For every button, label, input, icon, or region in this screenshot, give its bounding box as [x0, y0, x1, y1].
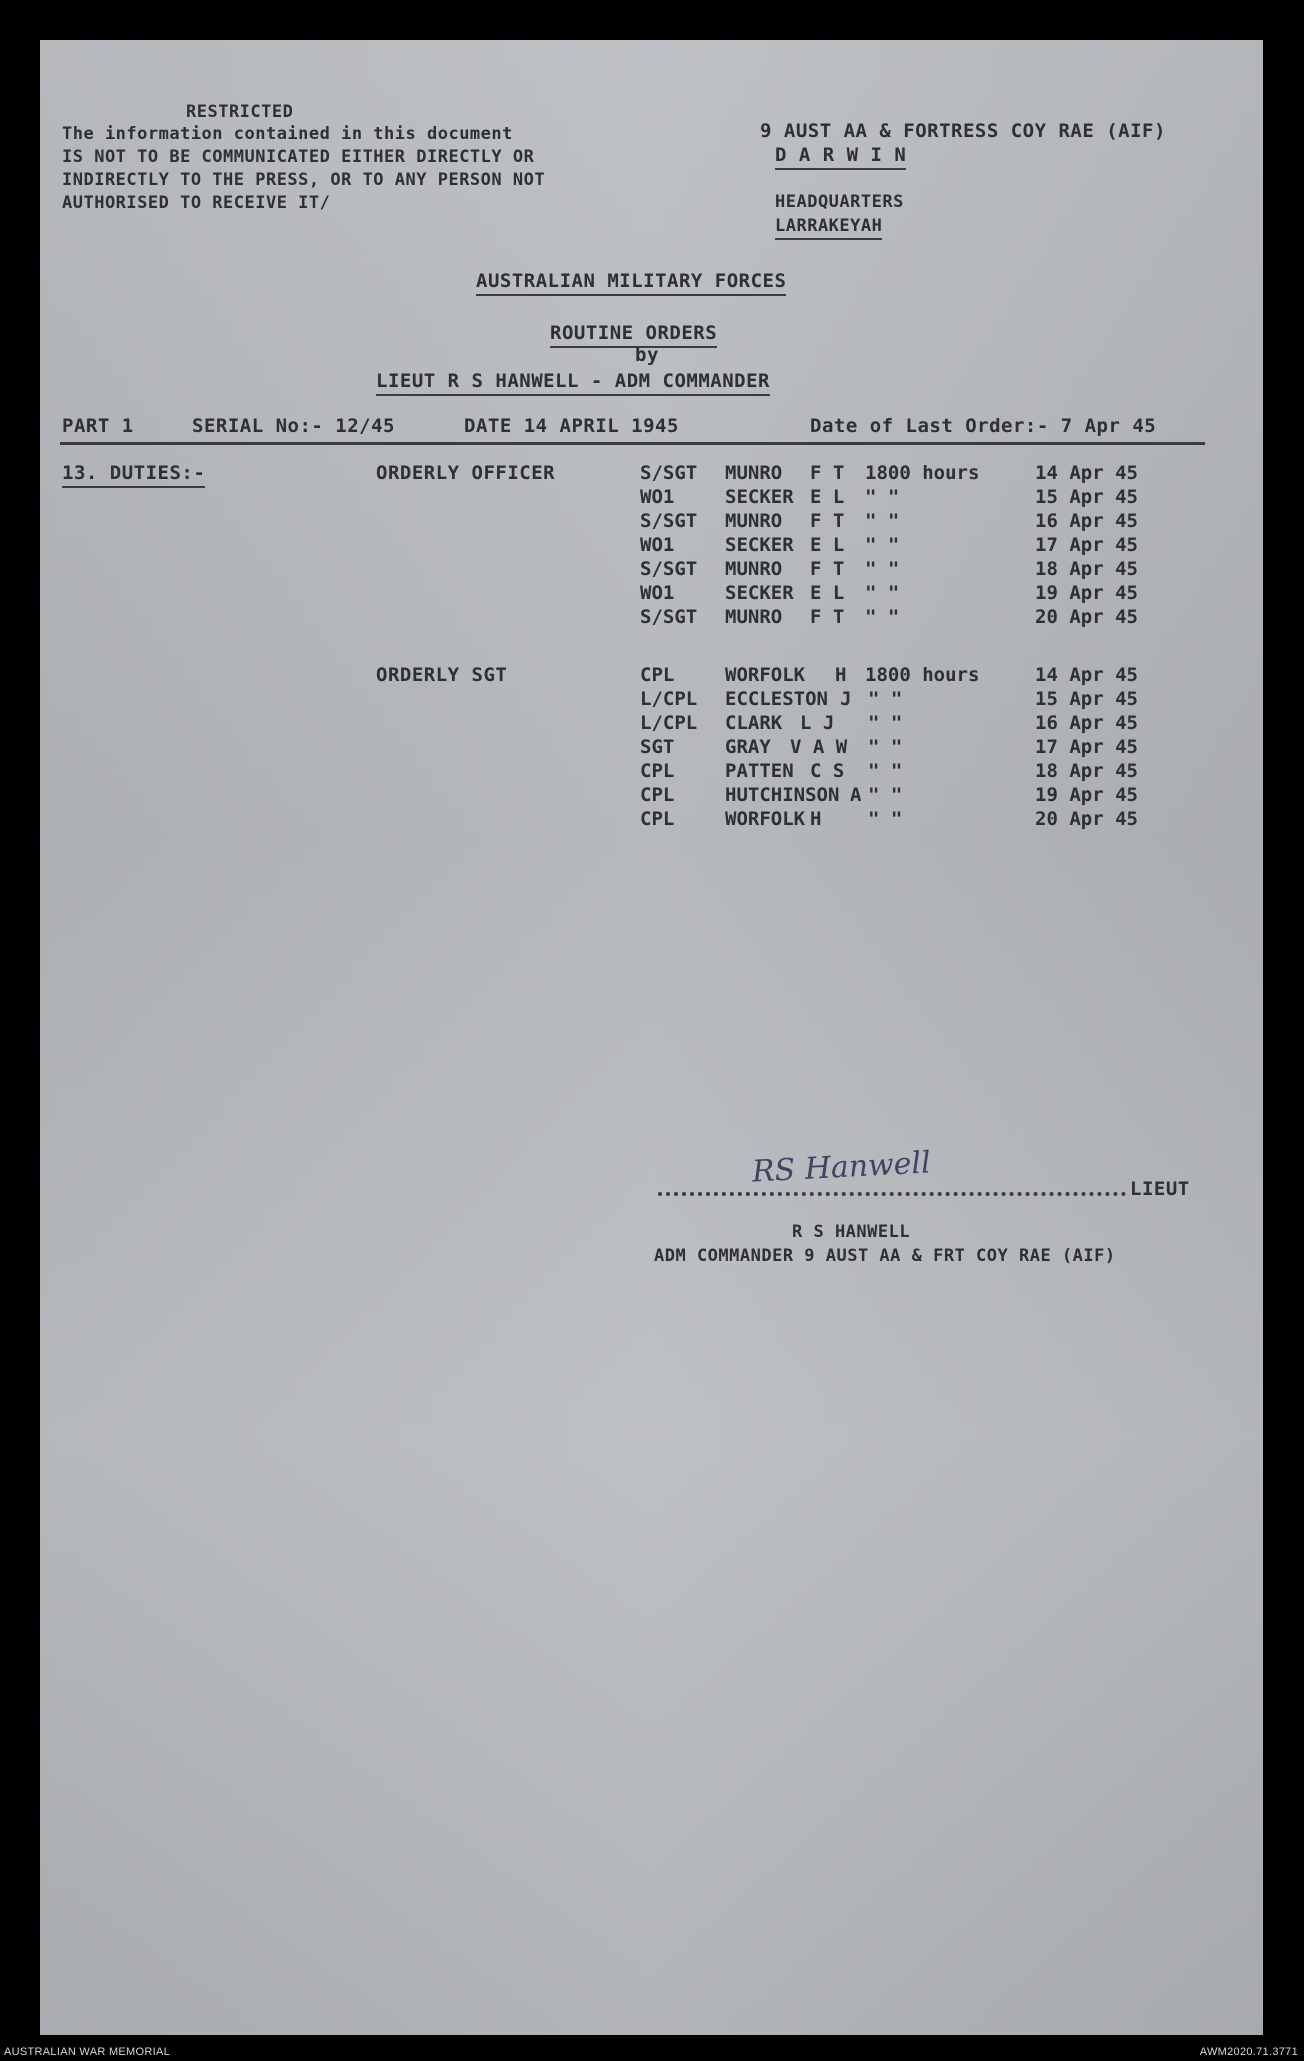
initials: L J: [800, 712, 835, 734]
signature-dotted-line: [658, 1192, 1126, 1196]
footer-left: AUSTRALIAN WAR MEMORIAL: [4, 2046, 171, 2058]
surname: SECKER: [725, 486, 794, 508]
duty-date: 18 Apr 45: [1035, 760, 1138, 782]
time: " ": [865, 582, 900, 604]
duty-date: 17 Apr 45: [1035, 736, 1138, 758]
time: " ": [868, 784, 903, 806]
surname: GRAY: [725, 736, 771, 758]
initials: C S: [810, 760, 845, 782]
surname: PATTEN: [725, 760, 794, 782]
time: 1800 hours: [865, 462, 980, 484]
duty-date: 19 Apr 45: [1035, 582, 1138, 604]
initials: H: [835, 664, 847, 686]
order-date: DATE 14 APRIL 1945: [464, 415, 679, 437]
surname: CLARK: [725, 712, 783, 734]
group-label-orderly-officer: ORDERLY OFFICER: [376, 462, 556, 484]
duty-date: 17 Apr 45: [1035, 534, 1138, 556]
surname: MUNRO: [725, 606, 783, 628]
duty-date: 16 Apr 45: [1035, 510, 1138, 532]
initials: F T: [810, 606, 845, 628]
orders-title: ROUTINE ORDERS: [550, 322, 717, 348]
surname: MUNRO: [725, 462, 783, 484]
time: " ": [865, 486, 900, 508]
time: " ": [865, 606, 900, 628]
footer-right: AWM2020.71.3771: [1199, 2046, 1298, 2058]
rank: SGT: [640, 736, 675, 758]
rank: L/CPL: [640, 712, 698, 734]
initials: F T: [810, 462, 845, 484]
rank: CPL: [640, 808, 675, 830]
surname: ECCLESTON: [725, 688, 828, 710]
group-label-orderly-sgt: ORDERLY SGT: [376, 664, 508, 686]
initials: F T: [810, 510, 845, 532]
rank: CPL: [640, 760, 675, 782]
duty-date: 20 Apr 45: [1035, 808, 1138, 830]
part-divider: [60, 442, 1205, 445]
rank: S/SGT: [640, 510, 698, 532]
handwritten-signature: RS Hanwell: [751, 1145, 932, 1190]
last-order-date: Date of Last Order:- 7 Apr 45: [810, 415, 1157, 437]
duty-date: 19 Apr 45: [1035, 784, 1138, 806]
time: " ": [865, 534, 900, 556]
initials: H: [810, 808, 822, 830]
duties-heading: 13. DUTIES:-: [62, 462, 205, 488]
surname: SECKER: [725, 582, 794, 604]
rank: WO1: [640, 582, 675, 604]
rank: S/SGT: [640, 606, 698, 628]
surname: SECKER: [725, 534, 794, 556]
initials: V A W: [790, 736, 848, 758]
unit-name: 9 AUST AA & FORTRESS COY RAE (AIF): [760, 120, 1166, 142]
rank: CPL: [640, 664, 675, 686]
initials: A: [850, 784, 862, 806]
surname: MUNRO: [725, 558, 783, 580]
initials: E L: [810, 486, 845, 508]
signatory-name: R S HANWELL: [792, 1222, 911, 1242]
signature-rank: LIEUT: [1130, 1178, 1190, 1200]
duty-date: 20 Apr 45: [1035, 606, 1138, 628]
unit-location: D A R W I N: [775, 144, 906, 170]
time: " ": [868, 760, 903, 782]
restricted-stamp: RESTRICTED: [186, 102, 294, 122]
headquarters-location: LARRAKEYAH: [775, 216, 882, 240]
duty-date: 18 Apr 45: [1035, 558, 1138, 580]
time: " ": [865, 558, 900, 580]
duty-date: 14 Apr 45: [1035, 462, 1138, 484]
time: " ": [865, 510, 900, 532]
rank: L/CPL: [640, 688, 698, 710]
headquarters-label: HEADQUARTERS: [775, 192, 904, 212]
surname: WORFOLK: [725, 808, 806, 830]
duty-date: 15 Apr 45: [1035, 688, 1138, 710]
surname: HUTCHINSON: [725, 784, 840, 806]
rank: WO1: [640, 534, 675, 556]
rank: WO1: [640, 486, 675, 508]
document-page: [40, 40, 1263, 2035]
time: " ": [868, 808, 903, 830]
notice-line-2: IS NOT TO BE COMMUNICATED EITHER DIRECTLY OR: [62, 147, 535, 167]
part-number: PART 1: [62, 415, 134, 437]
initials: E L: [810, 582, 845, 604]
time: " ": [868, 736, 903, 758]
rank: S/SGT: [640, 558, 698, 580]
time: " ": [868, 712, 903, 734]
surname: WORFOLK: [725, 664, 806, 686]
notice-line-3: INDIRECTLY TO THE PRESS, OR TO ANY PERSON NOT: [62, 170, 546, 190]
notice-line-1: The information contained in this document: [62, 124, 513, 144]
signatory-title: ADM COMMANDER 9 AUST AA & FRT COY RAE (AIF): [654, 1246, 1116, 1266]
serial-number: SERIAL No:- 12/45: [192, 415, 395, 437]
duty-date: 14 Apr 45: [1035, 664, 1138, 686]
orders-by: by: [635, 344, 659, 366]
commander-line: LIEUT R S HANWELL - ADM COMMANDER: [376, 370, 770, 396]
duty-date: 16 Apr 45: [1035, 712, 1138, 734]
initials: J: [840, 688, 852, 710]
forces-title: AUSTRALIAN MILITARY FORCES: [476, 270, 786, 296]
rank: S/SGT: [640, 462, 698, 484]
initials: F T: [810, 558, 845, 580]
duty-date: 15 Apr 45: [1035, 486, 1138, 508]
initials: E L: [810, 534, 845, 556]
surname: MUNRO: [725, 510, 783, 532]
time: 1800 hours: [865, 664, 980, 686]
time: " ": [868, 688, 903, 710]
rank: CPL: [640, 784, 675, 806]
notice-line-4: AUTHORISED TO RECEIVE IT/: [62, 193, 331, 213]
